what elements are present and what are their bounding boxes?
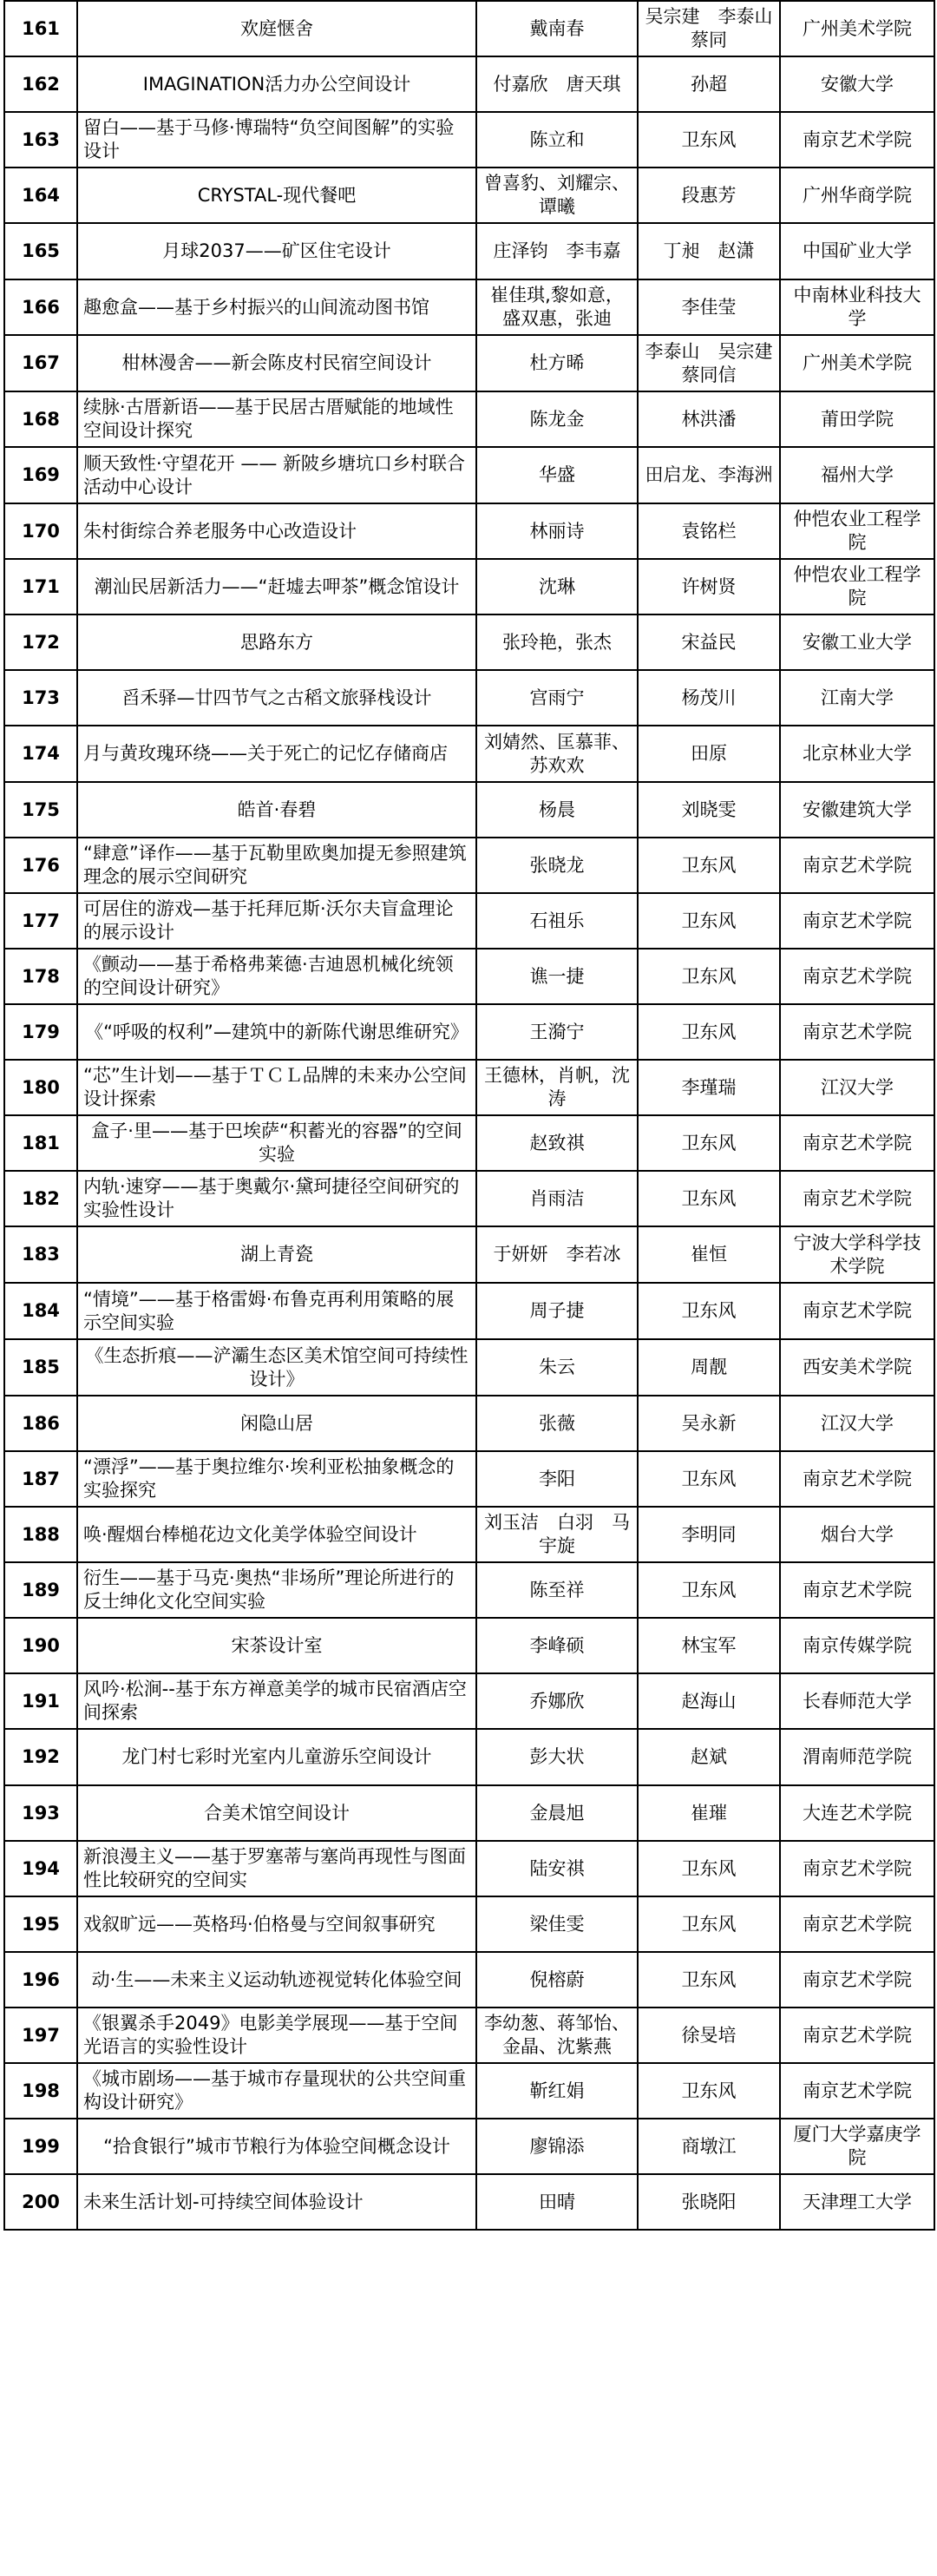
author-names: 乔娜欣 [476,1673,638,1729]
school-name: 南京艺术学院 [780,838,934,893]
author-names: 戴南春 [476,1,638,56]
author-names: 杨晨 [476,782,638,838]
work-title: 《城市剧场——基于城市存量现状的公共空间重构设计研究》 [77,2063,476,2119]
table-body [4,1,934,2230]
school-name: 安徽建筑大学 [780,782,934,838]
table-row [4,1226,934,1283]
work-title: 闲隐山居 [77,1396,476,1451]
table-row [4,1,934,56]
author-names: 周子捷 [476,1283,638,1339]
school-name: 南京艺术学院 [780,2063,934,2119]
advisor-names: 卫东风 [638,893,780,949]
advisor-names: 段惠芳 [638,168,780,223]
work-title: 柑林漫舍——新会陈皮村民宿空间设计 [77,335,476,391]
row-number: 177 [4,893,77,949]
author-names: 陈龙金 [476,391,638,447]
author-names: 倪榕蔚 [476,1952,638,2008]
work-title: 动·生——未来主义运动轨迹视觉转化体验空间 [77,1952,476,2008]
author-names: 王漪宁 [476,1004,638,1060]
school-name: 广州美术学院 [780,335,934,391]
school-name: 南京艺术学院 [780,1451,934,1507]
school-name: 南京艺术学院 [780,1004,934,1060]
table-row [4,1952,934,2008]
work-title: 戏叙旷远——英格玛·伯格曼与空间叙事研究 [77,1896,476,1952]
school-name: 中南林业科技大学 [780,279,934,335]
work-title: 新浪漫主义——基于罗塞蒂与塞尚再现性与图面性比较研究的空间实 [77,1841,476,1896]
row-number: 167 [4,335,77,391]
work-title: 《生态折痕——浐灞生态区美术馆空间可持续性设计》 [77,1339,476,1396]
awards-table [3,0,935,2231]
row-number: 185 [4,1339,77,1396]
author-names: 彭大状 [476,1729,638,1785]
author-names: 张薇 [476,1396,638,1451]
advisor-names: 田原 [638,726,780,782]
table-row [4,1171,934,1226]
table-row [4,1507,934,1562]
author-names: 李幼葱、蒋邹怡、金晶、沈紫燕 [476,2008,638,2063]
table-row [4,503,934,559]
advisor-names: 杨茂川 [638,670,780,726]
advisor-names: 卫东风 [638,949,780,1004]
row-number: 187 [4,1451,77,1507]
school-name: 南京艺术学院 [780,1562,934,1618]
advisor-names: 卫东风 [638,1896,780,1952]
school-name: 宁波大学科学技术学院 [780,1226,934,1283]
school-name: 厦门大学嘉庚学院 [780,2119,934,2174]
row-number: 163 [4,112,77,168]
row-number: 190 [4,1618,77,1673]
table-row [4,1115,934,1171]
table-row [4,1339,934,1396]
school-name: 广州美术学院 [780,1,934,56]
author-names: 林丽诗 [476,503,638,559]
table-row [4,335,934,391]
author-names: 赵致祺 [476,1115,638,1171]
school-name: 仲恺农业工程学院 [780,503,934,559]
table-row [4,1618,934,1673]
table-row [4,391,934,447]
row-number: 164 [4,168,77,223]
school-name: 福州大学 [780,447,934,503]
author-names: 付嘉欣 唐天琪 [476,56,638,112]
author-names: 金晨旭 [476,1785,638,1841]
school-name: 中国矿业大学 [780,223,934,279]
author-names: 陈立和 [476,112,638,168]
advisor-names: 周靓 [638,1339,780,1396]
table-row [4,1729,934,1785]
work-title: 朱村街综合养老服务中心改造设计 [77,503,476,559]
work-title: 风吟·松涧--基于东方禅意美学的城市民宿酒店空间探索 [77,1673,476,1729]
author-names: 李阳 [476,1451,638,1507]
table-row [4,1785,934,1841]
row-number: 165 [4,223,77,279]
author-names: 华盛 [476,447,638,503]
work-title: 可居住的游戏—基于托拜厄斯·沃尔夫盲盒理论的展示设计 [77,893,476,949]
advisor-names: 丁昶 赵潇 [638,223,780,279]
school-name: 广州华商学院 [780,168,934,223]
work-title: CRYSTAL-现代餐吧 [77,168,476,223]
row-number: 170 [4,503,77,559]
table-row [4,782,934,838]
work-title: 《银翼杀手2049》电影美学展现——基于空间光语言的实验性设计 [77,2008,476,2063]
row-number: 168 [4,391,77,447]
school-name: 南京艺术学院 [780,1952,934,2008]
row-number: 171 [4,559,77,614]
work-title: 皓首·春碧 [77,782,476,838]
author-names: 宫雨宁 [476,670,638,726]
advisor-names: 崔璀 [638,1785,780,1841]
school-name: 南京艺术学院 [780,893,934,949]
advisor-names: 赵海山 [638,1673,780,1729]
author-names: 王德林，肖帆，沈涛 [476,1060,638,1115]
advisor-names: 李明同 [638,1507,780,1562]
row-number: 198 [4,2063,77,2119]
school-name: 天津理工大学 [780,2174,934,2230]
row-number: 188 [4,1507,77,1562]
work-title: “情境”——基于格雷姆·布鲁克再利用策略的展示空间实验 [77,1283,476,1339]
advisor-names: 刘晓雯 [638,782,780,838]
work-title: 《颤动——基于希格弗莱德·吉迪恩机械化统领的空间设计研究》 [77,949,476,1004]
work-title: 宋茶设计室 [77,1618,476,1673]
author-names: 朱云 [476,1339,638,1396]
author-names: 张晓龙 [476,838,638,893]
work-title: 留白——基于马修·博瑞特“负空间图解”的实验设计 [77,112,476,168]
author-names: 张玲艳，张杰 [476,614,638,670]
table-row [4,168,934,223]
school-name: 安徽工业大学 [780,614,934,670]
row-number: 175 [4,782,77,838]
advisor-names: 商墩江 [638,2119,780,2174]
table-row [4,447,934,503]
work-title: 顺天致性·守望花开 —— 新陂乡塘坑口乡村联合活动中心设计 [77,447,476,503]
work-title: 内轨·速穿——基于奥戴尔·黛珂捷径空间研究的实验性设计 [77,1171,476,1226]
advisor-names: 卫东风 [638,1283,780,1339]
work-title: 月与黄玫瑰环绕——关于死亡的记忆存储商店 [77,726,476,782]
school-name: 南京艺术学院 [780,1841,934,1896]
advisor-names: 李瑾瑞 [638,1060,780,1115]
row-number: 174 [4,726,77,782]
school-name: 大连艺术学院 [780,1785,934,1841]
school-name: 渭南师范学院 [780,1729,934,1785]
table-row [4,1396,934,1451]
table-row [4,559,934,614]
author-names: 曾喜豹、刘耀宗、谭曦 [476,168,638,223]
school-name: 南京艺术学院 [780,949,934,1004]
work-title: 龙门村七彩时光室内儿童游乐空间设计 [77,1729,476,1785]
table-row [4,1451,934,1507]
author-names: 崔佳琪,黎如意，盛双惠，张迪 [476,279,638,335]
row-number: 169 [4,447,77,503]
work-title: 未来生活计划-可持续空间体验设计 [77,2174,476,2230]
row-number: 179 [4,1004,77,1060]
advisor-names: 吴宗建 李泰山 蔡同 [638,1,780,56]
author-names: 于妍妍 李若冰 [476,1226,638,1283]
author-names: 陈至祥 [476,1562,638,1618]
table-row [4,1004,934,1060]
row-number: 172 [4,614,77,670]
author-names: 谯一捷 [476,949,638,1004]
school-name: 南京艺术学院 [780,112,934,168]
school-name: 长春师范大学 [780,1673,934,1729]
advisor-names: 卫东风 [638,112,780,168]
author-names: 石祖乐 [476,893,638,949]
advisor-names: 孙超 [638,56,780,112]
work-title: 思路东方 [77,614,476,670]
work-title: 合美术馆空间设计 [77,1785,476,1841]
work-title: 舀禾驿—廿四节气之古稻文旅驿栈设计 [77,670,476,726]
work-title: 湖上青瓷 [77,1226,476,1283]
author-names: 廖锦添 [476,2119,638,2174]
row-number: 176 [4,838,77,893]
row-number: 193 [4,1785,77,1841]
row-number: 196 [4,1952,77,2008]
author-names: 杜方晞 [476,335,638,391]
row-number: 173 [4,670,77,726]
table-row [4,1896,934,1952]
row-number: 184 [4,1283,77,1339]
work-title: 月球2037——矿区住宅设计 [77,223,476,279]
table-row [4,2008,934,2063]
row-number: 191 [4,1673,77,1729]
school-name: 江南大学 [780,670,934,726]
row-number: 199 [4,2119,77,2174]
table-row [4,2063,934,2119]
advisor-names: 吴永新 [638,1396,780,1451]
school-name: 南京艺术学院 [780,2008,934,2063]
school-name: 南京艺术学院 [780,1896,934,1952]
row-number: 162 [4,56,77,112]
advisor-names: 林宝军 [638,1618,780,1673]
work-title: 《“呼吸的权利”—建筑中的新陈代谢思维研究》 [77,1004,476,1060]
table-row [4,1673,934,1729]
table-row [4,2174,934,2230]
advisor-names: 张晓阳 [638,2174,780,2230]
row-number: 181 [4,1115,77,1171]
author-names: 沈琳 [476,559,638,614]
work-title: 续脉·古厝新语——基于民居古厝赋能的地域性空间设计探究 [77,391,476,447]
table-row [4,1841,934,1896]
row-number: 194 [4,1841,77,1896]
advisor-names: 李泰山 吴宗建 蔡同信 [638,335,780,391]
advisor-names: 袁铭栏 [638,503,780,559]
author-names: 庄泽钧 李韦嘉 [476,223,638,279]
table-row [4,112,934,168]
school-name: 仲恺农业工程学院 [780,559,934,614]
row-number: 183 [4,1226,77,1283]
author-names: 梁佳雯 [476,1896,638,1952]
row-number: 192 [4,1729,77,1785]
table-row [4,1283,934,1339]
work-title: “拾食银行”城市节粮行为体验空间概念设计 [77,2119,476,2174]
table-row [4,1060,934,1115]
work-title: 衍生——基于马克·奥热“非场所”理论所进行的反士绅化文化空间实验 [77,1562,476,1618]
table-row [4,838,934,893]
advisor-names: 徐旻培 [638,2008,780,2063]
advisor-names: 宋益民 [638,614,780,670]
table-row [4,1562,934,1618]
school-name: 烟台大学 [780,1507,934,1562]
row-number: 182 [4,1171,77,1226]
work-title: 唤·醒烟台棒槌花边文化美学体验空间设计 [77,1507,476,1562]
advisor-names: 林洪潘 [638,391,780,447]
advisor-names: 许树贤 [638,559,780,614]
advisor-names: 卫东风 [638,1562,780,1618]
author-names: 李峰硕 [476,1618,638,1673]
school-name: 江汉大学 [780,1060,934,1115]
school-name: 安徽大学 [780,56,934,112]
advisor-names: 卫东风 [638,838,780,893]
work-title: “肆意”译作——基于瓦勒里欧奥加提无参照建筑理念的展示空间研究 [77,838,476,893]
advisor-names: 卫东风 [638,1451,780,1507]
table-row [4,614,934,670]
work-title: “漂浮”——基于奥拉维尔·埃利亚松抽象概念的实验探究 [77,1451,476,1507]
author-names: 刘婧然、匡慕菲、苏欢欢 [476,726,638,782]
advisor-names: 卫东风 [638,1115,780,1171]
author-names: 刘玉洁 白羽 马宇旋 [476,1507,638,1562]
row-number: 197 [4,2008,77,2063]
advisor-names: 赵斌 [638,1729,780,1785]
school-name: 南京艺术学院 [780,1171,934,1226]
author-names: 田晴 [476,2174,638,2230]
school-name: 南京艺术学院 [780,1115,934,1171]
advisor-names: 卫东风 [638,1171,780,1226]
table-row [4,670,934,726]
school-name: 南京艺术学院 [780,1283,934,1339]
advisor-names: 卫东风 [638,2063,780,2119]
table-row [4,56,934,112]
school-name: 南京传媒学院 [780,1618,934,1673]
school-name: 北京林业大学 [780,726,934,782]
row-number: 189 [4,1562,77,1618]
school-name: 莆田学院 [780,391,934,447]
advisor-names: 卫东风 [638,1841,780,1896]
table-row [4,893,934,949]
table-row [4,726,934,782]
advisor-names: 李佳莹 [638,279,780,335]
row-number: 161 [4,1,77,56]
school-name: 西安美术学院 [780,1339,934,1396]
table-row [4,949,934,1004]
author-names: 陆安祺 [476,1841,638,1896]
work-title: 盒子·里——基于巴埃萨“积蓄光的容器”的空间实验 [77,1115,476,1171]
advisor-names: 崔恒 [638,1226,780,1283]
row-number: 195 [4,1896,77,1952]
work-title: 潮汕民居新活力——“赶墟去呷茶”概念馆设计 [77,559,476,614]
table-row [4,223,934,279]
work-title: IMAGINATION活力办公空间设计 [77,56,476,112]
work-title: 趣愈盒——基于乡村振兴的山间流动图书馆 [77,279,476,335]
work-title: 欢庭惬舍 [77,1,476,56]
row-number: 200 [4,2174,77,2230]
row-number: 180 [4,1060,77,1115]
advisor-names: 田启龙、李海洲 [638,447,780,503]
row-number: 186 [4,1396,77,1451]
row-number: 166 [4,279,77,335]
table-row [4,279,934,335]
school-name: 江汉大学 [780,1396,934,1451]
work-title: “芯”生计划——基于ＴＣＬ品牌的未来办公空间设计探索 [77,1060,476,1115]
advisor-names: 卫东风 [638,1004,780,1060]
row-number: 178 [4,949,77,1004]
advisor-names: 卫东风 [638,1952,780,2008]
author-names: 肖雨洁 [476,1171,638,1226]
table-row [4,2119,934,2174]
author-names: 靳红娟 [476,2063,638,2119]
